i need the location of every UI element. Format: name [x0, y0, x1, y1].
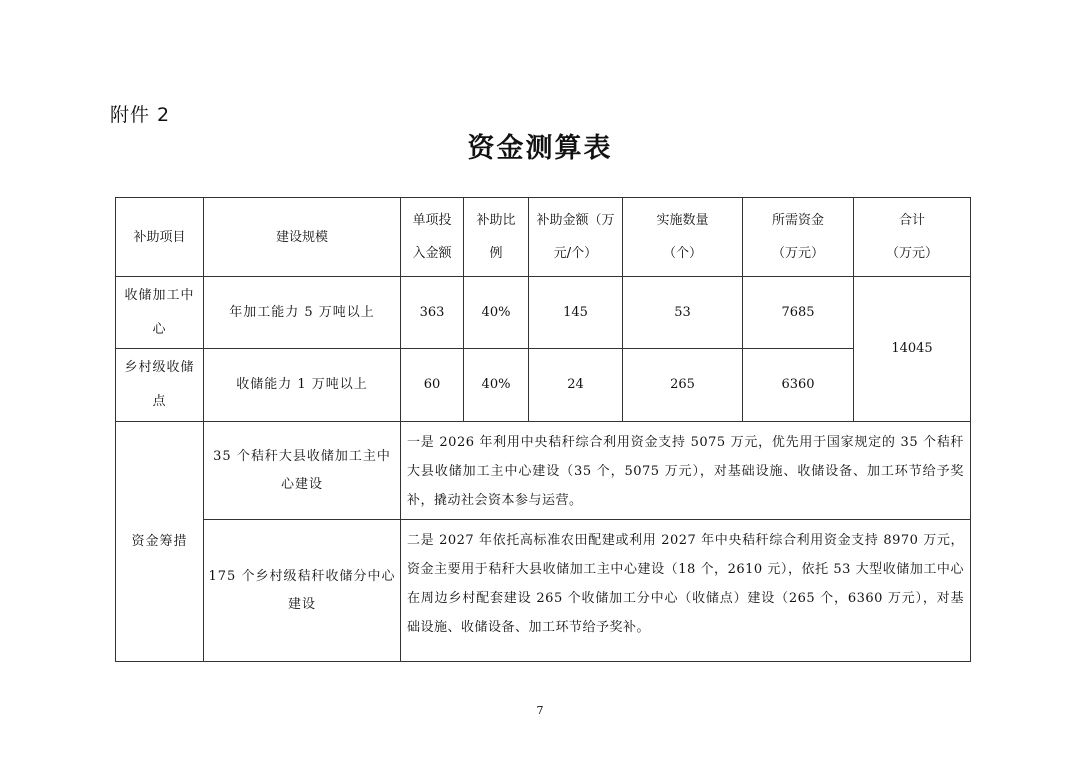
header-count: 实施数量 （个）	[623, 198, 743, 277]
table-row	[116, 277, 971, 349]
attachment-label: 附件 2	[110, 104, 171, 126]
funding-scale: 35 个秸秆大县收储加工主中 心建设	[204, 422, 401, 520]
row-ratio: 40%	[464, 277, 529, 349]
funding-label: 资金筹措	[116, 422, 204, 662]
row-amount: 24	[529, 349, 623, 422]
header-ratio: 补助比 例	[464, 198, 529, 277]
header-amount: 补助金额（万 元/个）	[529, 198, 623, 277]
table-row	[116, 349, 971, 422]
row-item: 收储加工中 心	[116, 277, 204, 349]
row-count: 265	[623, 349, 743, 422]
row-item: 乡村级收储 点	[116, 349, 204, 422]
page-number: 7	[536, 704, 544, 717]
header-funds: 所需资金 （万元）	[743, 198, 854, 277]
header-total: 合计 （万元）	[854, 198, 971, 277]
row-amount: 145	[529, 277, 623, 349]
header-item: 补助项目	[116, 198, 204, 277]
total-cell: 14045	[854, 277, 971, 422]
row-funds: 7685	[743, 277, 854, 349]
row-funds: 6360	[743, 349, 854, 422]
funding-table	[115, 197, 971, 662]
row-unit-invest: 60	[401, 349, 464, 422]
header-row	[116, 198, 971, 277]
row-count: 53	[623, 277, 743, 349]
page-title: 资金测算表	[467, 133, 613, 164]
funding-row	[116, 520, 971, 662]
row-ratio: 40%	[464, 349, 529, 422]
row-scale: 年加工能力 5 万吨以上	[204, 277, 401, 349]
funding-description: 一是 2026 年利用中央秸秆综合利用资金支持 5075 万元，优先用于国家规定的 35 个秸秆大县收储加工主中心建设（35 个，5075 万元），对基础设施、收储设备、加工环节给予奖补，撬动社会资本参与运营。	[401, 422, 971, 520]
funding-description: 二是 2027 年依托高标准农田配建或利用 2027 年中央秸秆综合利用资金支持 8970 万元，资金主要用于秸秆大县收储加工主中心建设（18 个，2610 元），依托 53 大型收储加工中心在周边乡村配套建设 265 个收储加工分中心（收储点）建设（265 个，6360 万元），对基础设施、收储设备、加工环节给予奖补。	[401, 520, 971, 662]
funding-row	[116, 422, 971, 520]
row-unit-invest: 363	[401, 277, 464, 349]
header-scale: 建设规模	[204, 198, 401, 277]
funding-scale: 175 个乡村级秸秆收储分中心 建设	[204, 520, 401, 662]
header-unit-invest: 单项投 入金额	[401, 198, 464, 277]
row-scale: 收储能力 1 万吨以上	[204, 349, 401, 422]
